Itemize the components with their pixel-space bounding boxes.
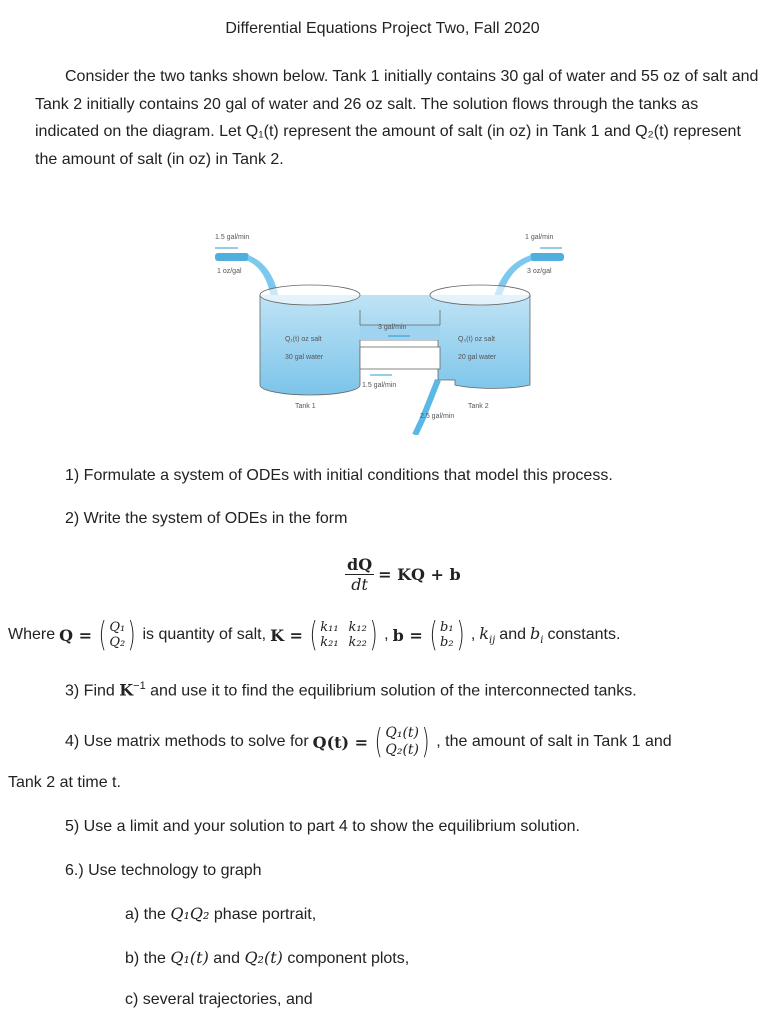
- inflow1-rate: 1.5 gal/min: [215, 234, 250, 241]
- tank1-salt: Q₁(t) oz salt: [285, 336, 322, 343]
- flow-2-to-1: 1.5 gal/min: [362, 382, 397, 389]
- k12: k₁₂: [348, 620, 367, 635]
- math: Q₁Q₂: [170, 904, 210, 923]
- text: and use it to find the equilibrium solution of the interconnected tanks.: [150, 682, 637, 700]
- text: 4) Use matrix methods to solve for: [65, 733, 309, 750]
- math: Q₁(t): [170, 948, 209, 967]
- q-def: Q =: [59, 625, 93, 645]
- b-vector: ( b₁ b₂ ): [429, 615, 465, 655]
- tank1-label: Tank 1: [295, 403, 316, 410]
- q1: Q₁: [109, 620, 126, 635]
- text: is quantity of salt,: [142, 626, 267, 643]
- item-b: [125, 948, 409, 968]
- inflow1-conc: 1 oz/gal: [217, 268, 242, 275]
- q1t: Q₁(t): [385, 725, 419, 741]
- b1: b₁: [440, 620, 454, 635]
- text: phase portrait,: [213, 906, 317, 923]
- intro-paragraph: Consider the two tanks shown below. Tank 1 initially contains 30 gal of water and 55 oz of salt and Tank 2 initially contains 20 gal of water and 26 oz salt. The solution flows through the tanks as indicated on the diagram. Let Q₁(t) represent the amount of salt (in oz) in Tank 1 and Q₂(t) represent the amount of salt (in oz) in Tank 2.: [35, 68, 759, 168]
- page-title: Differential Equations Project Two, Fall 2020: [225, 20, 540, 37]
- inverse-sup: −1: [133, 680, 146, 692]
- k21: k₂₁: [320, 635, 339, 650]
- ode-equation: [345, 555, 461, 594]
- kij: k: [479, 623, 489, 643]
- tank-diagram: [200, 225, 580, 435]
- tank2-salt: Q₂(t) oz salt: [458, 336, 495, 343]
- question-5: 5) Use a limit and your solution to part 4 to show the equilibrium solution.: [65, 818, 580, 835]
- question-1: 1) Formulate a system of ODEs with initial conditions that model this process.: [65, 467, 613, 484]
- bi-sub: i: [540, 635, 544, 647]
- item-c: c) several trajectories, and: [125, 991, 313, 1008]
- b-def: b =: [392, 625, 423, 645]
- q2t: Q₂(t): [385, 742, 419, 758]
- question-6: 6.) Use technology to graph: [65, 862, 262, 879]
- bi: b: [530, 623, 541, 643]
- q-of-t: Q(t) =: [312, 732, 369, 752]
- question-4-cont: Tank 2 at time t.: [8, 774, 121, 791]
- q-of-t-vector: ( Q₁(t) Q₂(t) ): [374, 722, 430, 762]
- inflow2-conc: 3 oz/gal: [527, 268, 552, 275]
- text: and: [499, 626, 526, 643]
- text: and: [213, 950, 240, 967]
- outflow-rate: 2.5 gal/min: [420, 413, 455, 420]
- text: a) the: [125, 906, 166, 923]
- water: [260, 295, 530, 395]
- k-matrix: ( k₁₁ k₁₂ k₂₁ k₂₂ ): [309, 615, 378, 655]
- text: 3) Find: [65, 682, 115, 700]
- where-line: Where Q = ( Q₁ Q₂ ) is quantity of salt, K = ( k₁₁ k₁₂ k₂₁ k₂₂ ) , b = ( b₁ b₂ ) , $k_{ij}$ and $b_i$ constants.: [8, 615, 621, 655]
- tank2-label: Tank 2: [468, 403, 489, 410]
- tank2-water: 20 gal water: [458, 354, 497, 361]
- where-text: Where: [8, 626, 56, 643]
- item-a: [125, 904, 316, 924]
- q-vector: ( Q₁ Q₂ ): [98, 615, 136, 655]
- text: constants.: [547, 626, 621, 643]
- middle-block: [360, 347, 440, 369]
- k11: k₁₁: [320, 620, 339, 635]
- outflow-stream: [415, 380, 438, 435]
- question-4: [65, 722, 672, 762]
- math: Q₂(t): [244, 948, 283, 967]
- question-2: 2) Write the system of ODEs in the form: [65, 510, 348, 527]
- k-inverse: K: [119, 680, 134, 700]
- kij-sub: ij: [488, 635, 496, 647]
- inflow-pipe-2: [530, 253, 564, 261]
- text: b) the: [125, 950, 166, 967]
- text: , the amount of salt in Tank 1 and: [436, 733, 672, 750]
- eq-numerator: dQ: [347, 555, 373, 574]
- inflow-pipe-1: [215, 253, 249, 261]
- flow-1-to-2: 3 gal/min: [378, 324, 407, 331]
- text: component plots,: [287, 950, 410, 967]
- k-def: K =: [270, 625, 303, 645]
- eq-denominator: dt: [351, 575, 368, 594]
- question-3: [65, 680, 637, 700]
- inflow2-rate: 1 gal/min: [525, 234, 554, 241]
- tank1-water: 30 gal water: [285, 354, 324, 361]
- eq-rhs: = KQ + b: [378, 565, 461, 584]
- b2: b₂: [440, 635, 454, 650]
- k22: k₂₂: [348, 635, 367, 650]
- q2: Q₂: [109, 635, 126, 650]
